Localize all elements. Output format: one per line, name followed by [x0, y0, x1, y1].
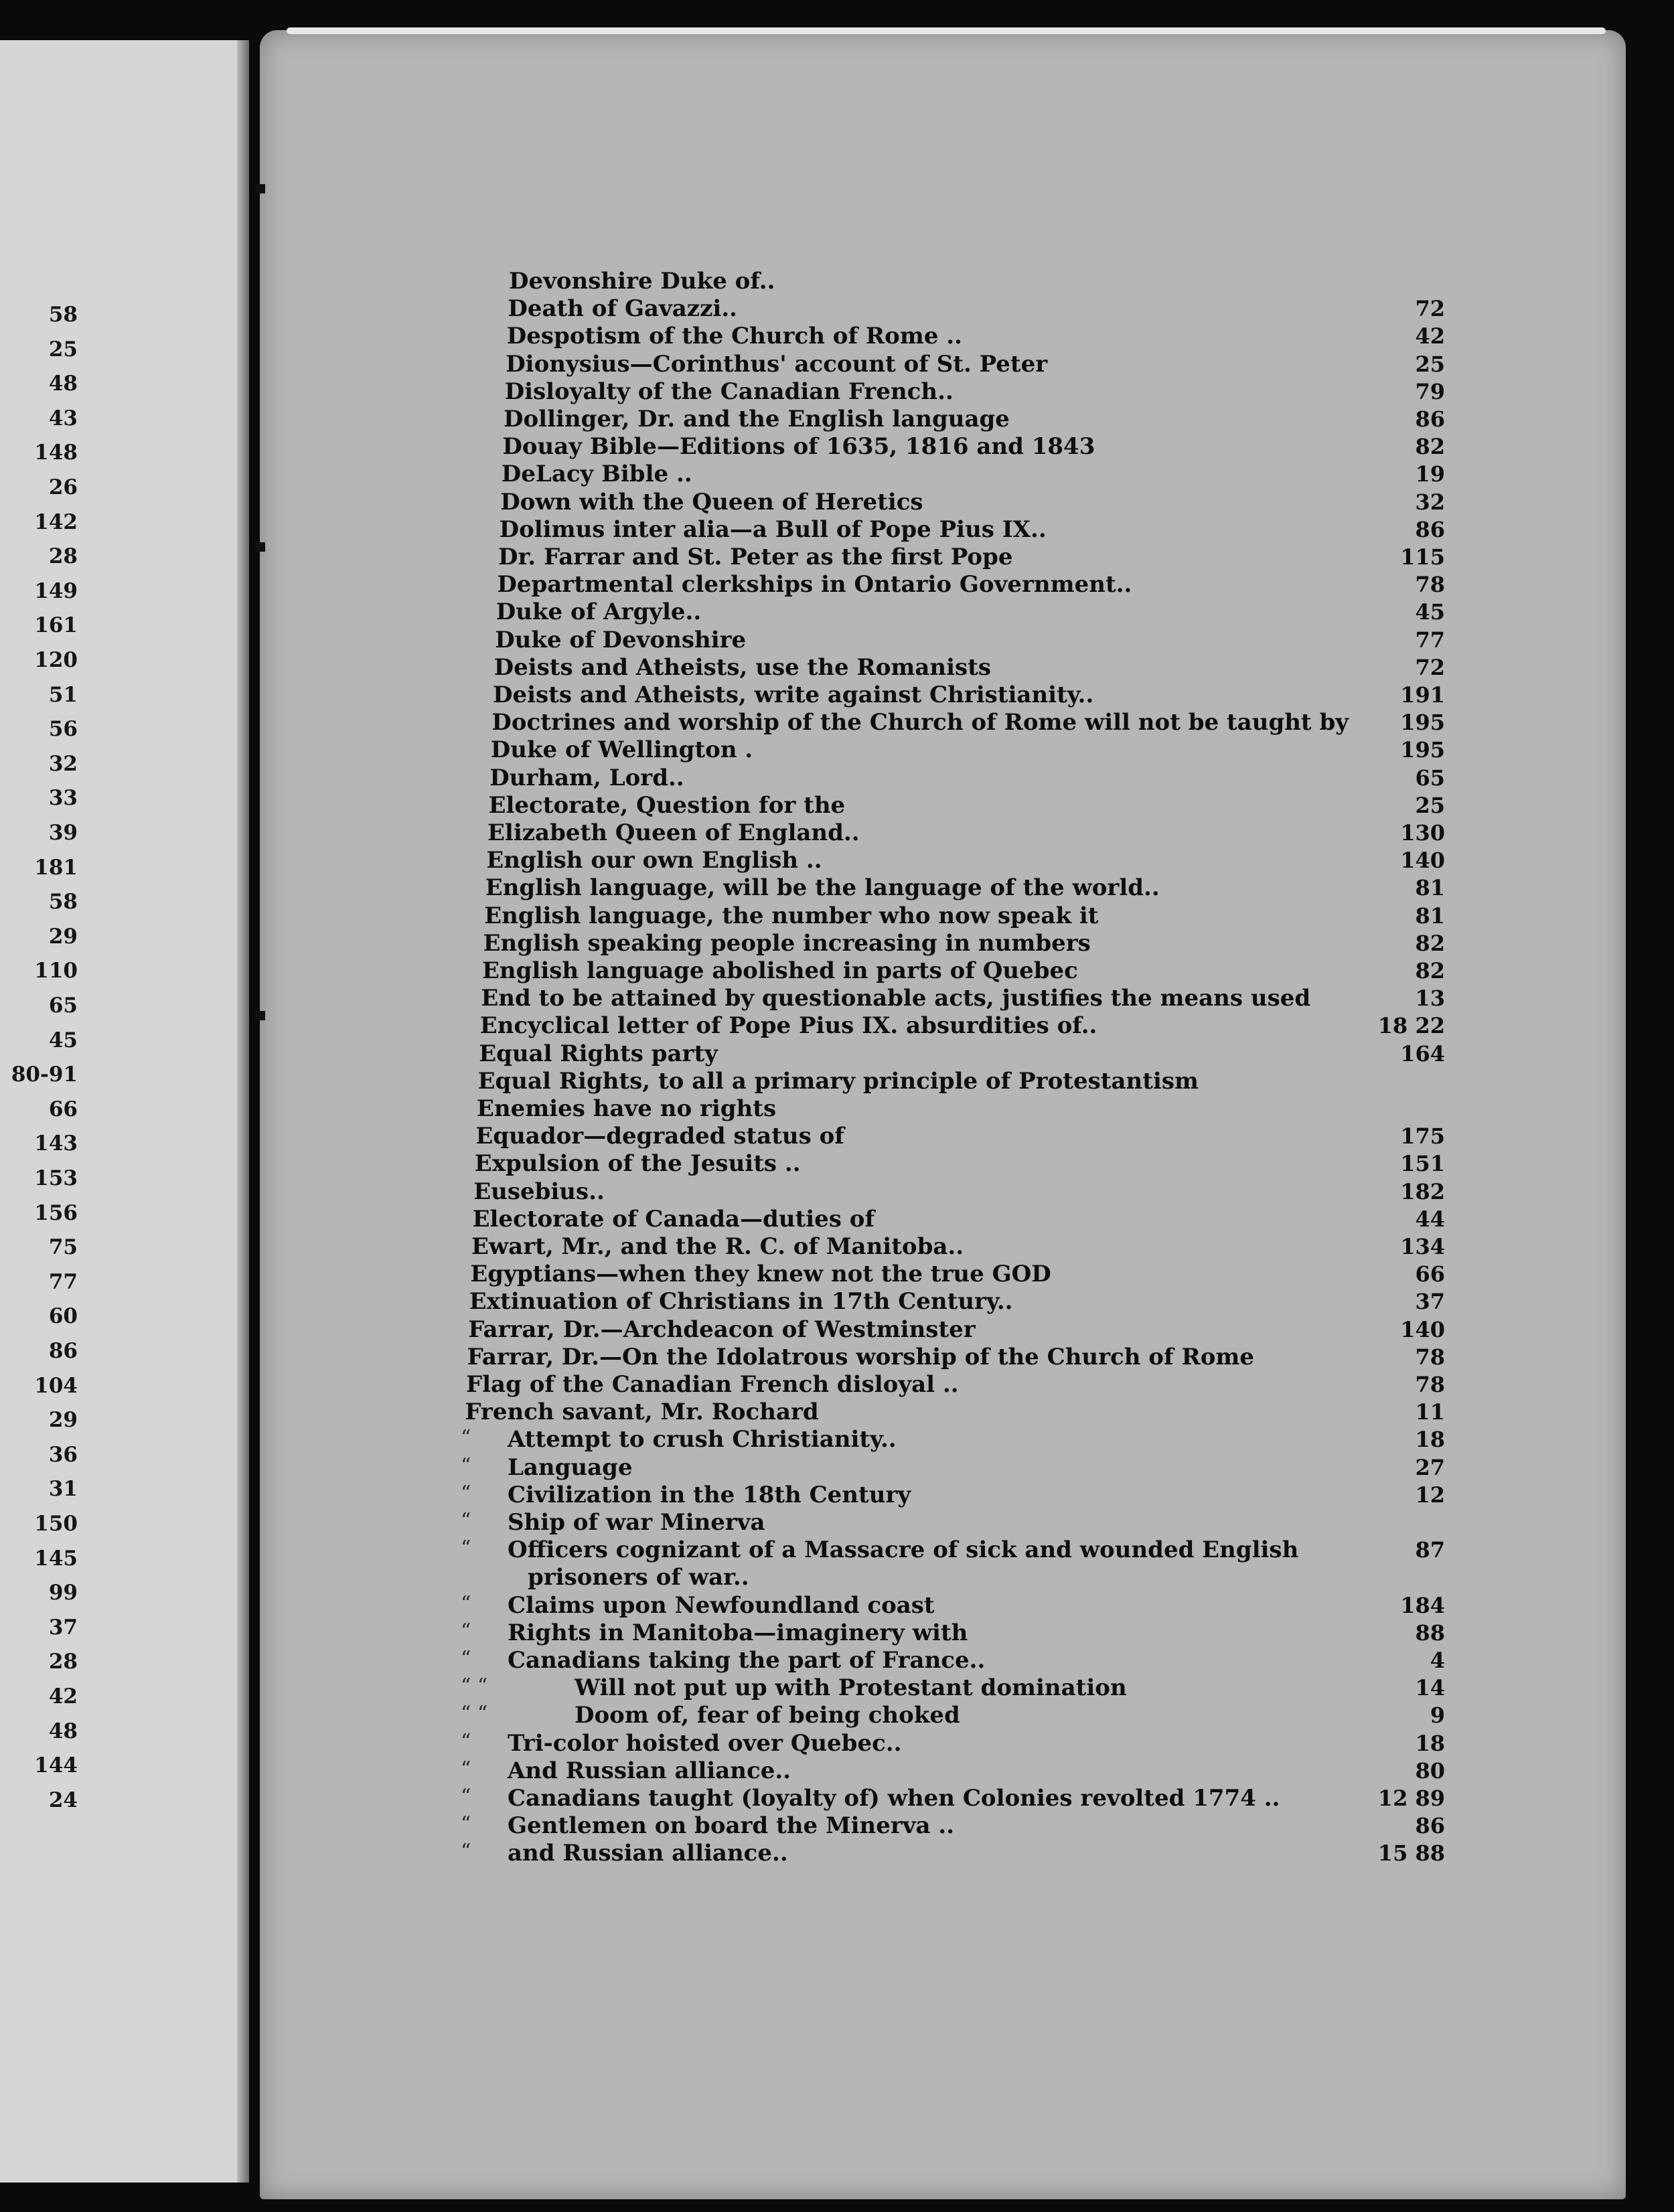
- index-entry-title: Duke of Devonshire: [495, 626, 747, 653]
- ditto-mark: “: [461, 1426, 471, 1450]
- index-entry: [485, 874, 1445, 901]
- index-entry-title: Encyclical letter of Pope Pius IX. absurdities of..: [479, 1012, 1097, 1040]
- left-page-number: 66: [48, 1097, 78, 1121]
- index-entry-title: Rights in Manitoba—imaginery with: [508, 1619, 968, 1646]
- index-sub-entry: [575, 1702, 1445, 1729]
- index-entry-pages: 87: [1415, 1537, 1445, 1563]
- index-entry-pages: 86: [1415, 1813, 1445, 1839]
- index-entry-title: Will not put up with Protestant domination: [575, 1674, 1127, 1702]
- left-page-number: 99: [48, 1581, 78, 1605]
- left-page-number: 75: [48, 1235, 78, 1260]
- index-sub-entry: [508, 1536, 1445, 1563]
- left-page-number: 48: [48, 1719, 78, 1743]
- index-entry-title: Gentlemen on board the Minerva ..: [508, 1812, 955, 1840]
- index-entry-pages: 82: [1415, 958, 1445, 983]
- index-entry-pages: 12 89: [1377, 1786, 1445, 1811]
- index-entry-title: and Russian alliance..: [508, 1840, 788, 1867]
- index-entry-pages: 81: [1415, 875, 1445, 901]
- gutter-shadow: [237, 40, 249, 2183]
- index-entry: [495, 627, 1445, 653]
- left-page-number: 25: [48, 337, 78, 362]
- ditto-mark: “: [461, 1591, 471, 1615]
- index-entry: [483, 930, 1445, 957]
- left-page-number: 161: [34, 613, 78, 638]
- left-page-number: 37: [48, 1615, 78, 1640]
- left-page-number: 181: [34, 855, 78, 880]
- index-entry: [496, 599, 1445, 625]
- index-entry-title: Language: [508, 1453, 633, 1481]
- index-entry-pages: 78: [1415, 572, 1445, 598]
- index-entry-title: Egyptians—when they knew not the true GOD: [470, 1261, 1051, 1288]
- left-page-number: 58: [48, 890, 78, 915]
- index-entry-pages: 82: [1415, 930, 1445, 956]
- index-entry-title: Ship of war Minerva: [508, 1509, 765, 1536]
- index-entry-title: Farrar, Dr.—Archdeacon of Westminster: [468, 1316, 976, 1343]
- index-sub-entry: [508, 1509, 1445, 1536]
- index-entry-title: Douay Bible—Editions of 1635, 1816 and 1843: [502, 433, 1095, 461]
- index-entry-title: Durham, Lord..: [489, 764, 684, 791]
- index-entry-title: Dionysius—Corinthus' account of St. Peter: [506, 350, 1048, 378]
- index-entry-pages: 191: [1400, 682, 1445, 708]
- index-entry: [504, 406, 1445, 432]
- index-sub-entry: [508, 1785, 1445, 1812]
- index-entry: [491, 736, 1445, 763]
- index-entry-title: Dolimus inter alia—a Bull of Pope Pius IX..: [499, 516, 1047, 543]
- index-sub-entry: [575, 1674, 1445, 1701]
- index-entry-title: Duke of Wellington .: [490, 736, 753, 764]
- index-entry-title: Doom of, fear of being choked: [575, 1702, 960, 1729]
- index-entry-pages: 195: [1400, 737, 1445, 763]
- index-entry-title: Civilization in the 18th Century: [508, 1481, 911, 1508]
- index-entry: [498, 544, 1445, 570]
- left-page-number: 156: [34, 1200, 78, 1225]
- left-page-number: 145: [34, 1546, 78, 1571]
- index-entry-title: Farrar, Dr.—On the Idolatrous worship of the Church of Rome: [467, 1343, 1254, 1370]
- left-page-number: 28: [48, 1650, 78, 1674]
- index-entry-pages: 32: [1415, 489, 1445, 515]
- index-entry-pages: 86: [1415, 406, 1445, 432]
- index-entry-pages: 79: [1415, 378, 1445, 404]
- index-entry-title: Flag of the Canadian French disloyal ..: [466, 1371, 959, 1398]
- index-entry-pages: 44: [1415, 1206, 1445, 1232]
- index-entry-title: Devonshire Duke of..: [509, 268, 775, 295]
- index-entry-pages: 134: [1400, 1234, 1445, 1259]
- left-page-number: 143: [34, 1131, 78, 1156]
- left-page-number: 120: [34, 648, 78, 672]
- left-page-number: 150: [34, 1512, 78, 1536]
- left-page-number: 32: [48, 751, 78, 776]
- index-entry-pages: 195: [1400, 710, 1445, 736]
- left-page-number: 60: [48, 1304, 78, 1329]
- index-entry: [502, 461, 1445, 487]
- index-entry: [506, 351, 1445, 378]
- index-entry-pages: 45: [1415, 599, 1445, 625]
- index-entry: [469, 1288, 1445, 1315]
- index-entry-title: Despotism of the Church of Rome ..: [506, 323, 962, 350]
- left-page-number: 29: [48, 1408, 78, 1433]
- index-entry-title: English speaking people increasing in numbers: [483, 929, 1091, 957]
- index-entry-pages: 182: [1400, 1178, 1445, 1204]
- ditto-mark: “: [461, 1536, 471, 1561]
- index-entry: [470, 1261, 1445, 1287]
- index-entry-title: DeLacy Bible ..: [501, 461, 692, 488]
- index-entry-title: English our own English ..: [486, 847, 822, 874]
- right-page: [260, 30, 1626, 2199]
- index-entry-title: Officers cognizant of a Massacre of sick and wounded English: [508, 1536, 1299, 1564]
- ditto-mark: “: [461, 1785, 471, 1808]
- index-entry: [466, 1371, 1445, 1398]
- ditto-mark: “: [461, 1729, 471, 1753]
- index-entry: [467, 1344, 1445, 1370]
- ditto-mark: “: [461, 1619, 471, 1643]
- index-entry-title: End to be attained by questionable acts, justifies the means used: [481, 985, 1311, 1012]
- index-entry: [493, 682, 1445, 708]
- index-entry-title: Doctrines and worship of the Church of Rome will not be taught by: [491, 709, 1349, 736]
- left-page-number: 153: [34, 1166, 78, 1190]
- left-page-number: 26: [48, 475, 78, 499]
- index-sub-entry: [508, 1482, 1445, 1508]
- left-page-number: 39: [48, 821, 78, 845]
- index-entry-pages: 66: [1415, 1261, 1445, 1287]
- index-entry: [473, 1178, 1445, 1205]
- index-entry-title: Eusebius..: [473, 1178, 605, 1205]
- index-entry-title: Duke of Argyle..: [496, 599, 702, 626]
- index-entry-pages: 115: [1400, 544, 1445, 570]
- left-page-number: 149: [34, 578, 78, 603]
- index-entry-pages: 175: [1400, 1123, 1445, 1150]
- left-page-number: 45: [48, 1028, 78, 1052]
- left-page-number: 65: [48, 994, 78, 1018]
- index-entry-pages: 88: [1415, 1620, 1445, 1646]
- left-page-number: 80-91: [11, 1062, 78, 1087]
- index-entry: [479, 1040, 1445, 1067]
- ditto-mark: “: [461, 1481, 471, 1505]
- left-page: [0, 40, 249, 2183]
- index-entry-title: English language, the number who now speak it: [484, 902, 1099, 929]
- index-entry: [505, 378, 1445, 405]
- left-page-number: 33: [48, 786, 78, 811]
- index-entry-pages: 25: [1415, 351, 1445, 377]
- index-entry: [502, 433, 1445, 460]
- left-page-number: 56: [48, 717, 78, 742]
- index-entry-title: Expulsion of the Jesuits ..: [474, 1150, 801, 1178]
- ditto-mark: “ “: [461, 1702, 488, 1726]
- index-entry-pages: 15 88: [1377, 1840, 1445, 1867]
- index-entry-title: Equador—degraded status of: [475, 1123, 844, 1150]
- index-sub-entry: [508, 1730, 1445, 1757]
- index-entry-title: Equal Rights party: [479, 1040, 718, 1067]
- left-page-number: 148: [34, 441, 78, 465]
- index-entry-pages: 4: [1430, 1648, 1445, 1673]
- binding-mark: [256, 542, 265, 552]
- index-sub-entry: [508, 1592, 1445, 1619]
- index-entry-title: Extinuation of Christians in 17th Century..: [469, 1288, 1013, 1316]
- left-page-number: 142: [34, 509, 78, 534]
- left-page-number: 43: [48, 406, 78, 430]
- index-entry: [465, 1399, 1445, 1425]
- index-entry-title: Down with the Queen of Heretics: [500, 488, 923, 516]
- index-entry-title: Deists and Atheists, use the Romanists: [493, 653, 992, 681]
- index-entry-pages: 25: [1415, 792, 1445, 818]
- left-page-number: 77: [48, 1269, 78, 1294]
- index-entry: [475, 1123, 1445, 1150]
- index-entry-pages: 80: [1415, 1757, 1445, 1784]
- index-entry-pages: 77: [1415, 627, 1445, 653]
- index-entry: [482, 957, 1445, 984]
- index-entry-title: French savant, Mr. Rochard: [465, 1399, 819, 1426]
- index-entry: [508, 295, 1445, 322]
- index-entry-title: Ewart, Mr., and the R. C. of Manitoba..: [471, 1233, 964, 1260]
- binding-mark: [256, 1011, 265, 1020]
- index-entry-title: Dollinger, Dr. and the English language: [504, 406, 1010, 432]
- left-page-number: 31: [48, 1477, 78, 1502]
- index-sub-entry: [508, 1647, 1445, 1674]
- index-entry-title: Canadians taking the part of France..: [508, 1647, 986, 1674]
- ditto-mark: “: [461, 1453, 471, 1478]
- index-entry-title: Dr. Farrar and St. Peter as the first Pope: [498, 544, 1013, 570]
- left-page-number: 28: [48, 544, 78, 569]
- index-entry: [481, 985, 1445, 1012]
- index-entry: [487, 819, 1445, 846]
- index-entry-pages: 18 22: [1377, 1013, 1445, 1039]
- left-page-number: 42: [48, 1684, 78, 1709]
- left-page-number: 51: [48, 682, 78, 707]
- index-entry-title: Disloyalty of the Canadian French..: [504, 378, 954, 405]
- index-entry-title: prisoners of war..: [528, 1564, 749, 1591]
- index-entry-title: Canadians taught (loyalty of) when Colonies revolted 1774 ..: [508, 1785, 1280, 1812]
- index-entry-pages: 81: [1415, 902, 1445, 929]
- index-entry: [478, 1068, 1445, 1095]
- left-page-number: 144: [34, 1753, 78, 1778]
- index-sub-entry: [508, 1812, 1445, 1839]
- index-entry: [491, 709, 1445, 736]
- index-entry-pages: 9: [1430, 1703, 1445, 1729]
- index-entry-pages: 13: [1415, 985, 1445, 1012]
- ditto-mark: “: [461, 1812, 471, 1836]
- left-page-number: 58: [48, 303, 78, 327]
- index-entry: [480, 1012, 1445, 1039]
- index-entry-title: English language abolished in parts of Quebec: [482, 957, 1078, 984]
- index-entry-title: Deists and Atheists, write against Christianity..: [493, 682, 1094, 708]
- index-entry-title: Electorate of Canada—duties of: [472, 1205, 875, 1233]
- index-entry-title: Departmental clerkships in Ontario Government..: [497, 571, 1132, 599]
- index-entry: [475, 1150, 1445, 1177]
- left-page-number: 29: [48, 924, 78, 949]
- index-entry-pages: 72: [1415, 296, 1445, 322]
- index-entry: [486, 847, 1445, 874]
- index-entry: [509, 268, 1445, 295]
- left-page-number: 104: [34, 1373, 78, 1398]
- index-entry: [471, 1233, 1445, 1260]
- index-entry-pages: 27: [1415, 1454, 1445, 1480]
- ditto-mark: “: [461, 1509, 471, 1532]
- ditto-mark: “ “: [461, 1674, 488, 1698]
- ditto-mark: “: [461, 1757, 471, 1781]
- index-entry-pages: 14: [1415, 1675, 1445, 1701]
- index-entry-pages: 72: [1415, 654, 1445, 680]
- index-entry-title: Claims upon Newfoundland coast: [508, 1591, 935, 1619]
- binding-mark: [256, 184, 265, 193]
- index-entry-pages: 65: [1415, 765, 1445, 791]
- index-entry: [497, 571, 1445, 598]
- index-entry-pages: 11: [1415, 1399, 1445, 1425]
- page-top-edge: [287, 27, 1606, 34]
- index-entry: [500, 516, 1445, 543]
- index-entry: [494, 654, 1445, 681]
- index-entry-pages: 140: [1400, 1316, 1445, 1342]
- index-entry-title: Enemies have no rights: [477, 1095, 777, 1122]
- index-entry: [477, 1095, 1445, 1122]
- index-entry-pages: 42: [1415, 323, 1445, 349]
- index-entry-title: Death of Gavazzi..: [508, 295, 737, 323]
- index-sub-entry: [508, 1426, 1445, 1453]
- ditto-mark: “: [461, 1840, 471, 1864]
- index-entry-pages: 151: [1400, 1151, 1445, 1177]
- index-entry: [507, 323, 1445, 349]
- index-entry-pages: 78: [1415, 1372, 1445, 1397]
- index-entry-pages: 140: [1400, 848, 1445, 874]
- index-entry: [468, 1316, 1445, 1343]
- index-entry: [489, 765, 1445, 791]
- left-page-number: 36: [48, 1442, 78, 1467]
- index-sub-entry: [508, 1757, 1445, 1784]
- index-entry-pages: 164: [1400, 1040, 1445, 1066]
- index-entry: [500, 489, 1445, 516]
- index-entry-pages: 18: [1415, 1730, 1445, 1756]
- left-page-number: 110: [34, 959, 78, 983]
- index-entry-pages: 19: [1415, 461, 1445, 487]
- left-page-number: 24: [48, 1788, 78, 1812]
- index-entry-pages: 18: [1415, 1427, 1445, 1453]
- index-entry: [473, 1206, 1445, 1233]
- index-entry-pages: 184: [1400, 1592, 1445, 1618]
- index-sub-entry: [508, 1454, 1445, 1481]
- index-sub-entry: [508, 1840, 1445, 1867]
- ditto-mark: “: [461, 1647, 471, 1670]
- index-entry-pages: 130: [1400, 820, 1445, 846]
- index-entry-title: Attempt to crush Christianity..: [508, 1426, 897, 1453]
- index-entry-pages: 37: [1415, 1289, 1445, 1315]
- index-entry: [484, 902, 1445, 929]
- index-entry-pages: 86: [1415, 516, 1445, 542]
- left-page-number: 48: [48, 372, 78, 396]
- index-sub-entry: [528, 1564, 1445, 1591]
- index-entry-title: English language, will be the language of the world..: [485, 874, 1160, 902]
- index-entry-title: Electorate, Question for the: [488, 791, 846, 819]
- index-entry-title: Tri-color hoisted over Quebec..: [508, 1729, 902, 1757]
- index-entry-title: And Russian alliance..: [508, 1757, 791, 1784]
- index-entry-title: Elizabeth Queen of England..: [487, 819, 860, 846]
- index-entry: [489, 792, 1445, 819]
- index-entry-pages: 82: [1415, 434, 1445, 460]
- index-sub-entry: [508, 1620, 1445, 1646]
- left-page-number: 86: [48, 1339, 78, 1363]
- index-entry-title: Equal Rights, to all a primary principle of Protestantism: [477, 1067, 1199, 1095]
- index-entry-pages: 78: [1415, 1344, 1445, 1370]
- index-entry-pages: 12: [1415, 1482, 1445, 1508]
